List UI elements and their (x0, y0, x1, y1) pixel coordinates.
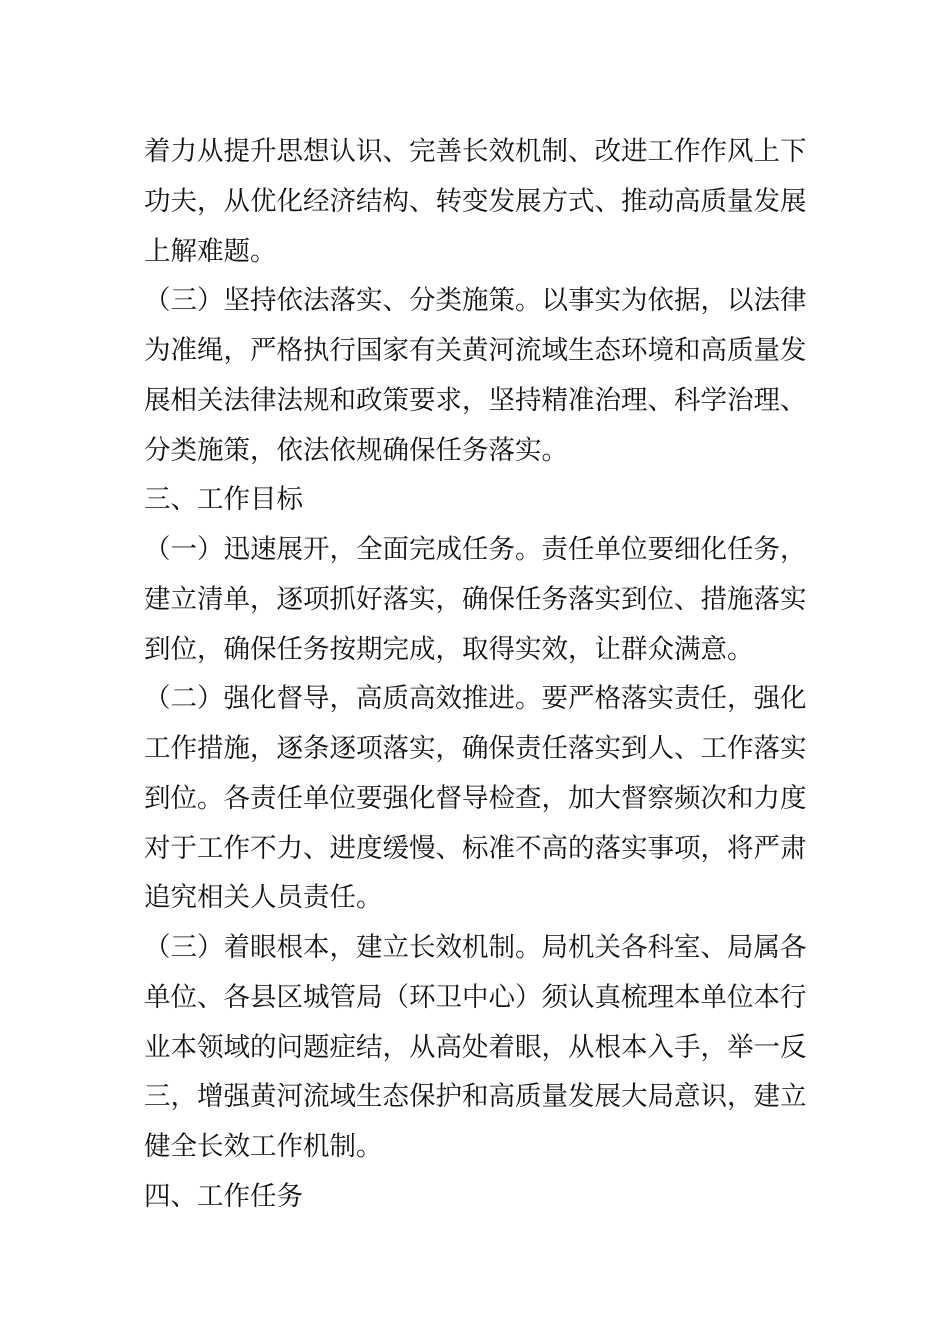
section-heading: 四、工作任务 (144, 1180, 303, 1212)
paragraph-line: 三，增强黄河流域生态保护和高质量发展大局意识，建立 (144, 1081, 807, 1113)
paragraph-line: 功夫，从优化经济结构、转变发展方式、推动高质量发展 (144, 185, 807, 217)
paragraph-line: 对于工作不力、进度缓慢、标准不高的落实事项，将严肃 (144, 832, 807, 864)
paragraph-line: （三）坚持依法落实、分类施策。以事实为依据，以法律 (144, 285, 807, 317)
paragraph-line: 分类施策，依法依规确保任务落实。 (144, 434, 568, 466)
paragraph-line: 健全长效工作机制。 (144, 1131, 383, 1162)
paragraph-line: （二）强化督导，高质高效推进。要严格落实责任，强化 (144, 683, 807, 715)
paragraph-line: 业本领域的问题症结，从高处着眼，从根本入手，举一反 (144, 1031, 807, 1063)
paragraph-line: 到位，确保任务按期完成，取得实效，让群众满意。 (144, 633, 754, 665)
paragraph-line: 为准绳，严格执行国家有关黄河流域生态环境和高质量发 (144, 335, 807, 366)
paragraph-line: （三）着眼根本，建立长效机制。局机关各科室、局属各 (144, 932, 807, 963)
paragraph-line: 追究相关人员责任。 (144, 882, 383, 914)
section-heading: 三、工作目标 (144, 484, 303, 516)
paragraph-line: 建立清单，逐项抓好落实，确保任务落实到位、措施落实 (144, 583, 807, 615)
paragraph-line: 到位。各责任单位要强化督导检查，加大督察频次和力度 (144, 782, 807, 814)
paragraph-line: （一）迅速展开，全面完成任务。责任单位要细化任务， (144, 534, 807, 565)
paragraph-line: 着力从提升思想认识、完善长效机制、改进工作作风上下 (144, 136, 807, 167)
paragraph-line: 单位、各县区城管局（环卫中心）须认真梳理本单位本行 (144, 981, 807, 1013)
paragraph-line: 工作措施，逐条逐项落实，确保责任落实到人、工作落实 (144, 733, 807, 764)
document-body (144, 127, 814, 1222)
paragraph-line: 上解难题。 (144, 235, 277, 267)
paragraph-line: 展相关法律法规和政策要求，坚持精准治理、科学治理、 (144, 384, 807, 416)
